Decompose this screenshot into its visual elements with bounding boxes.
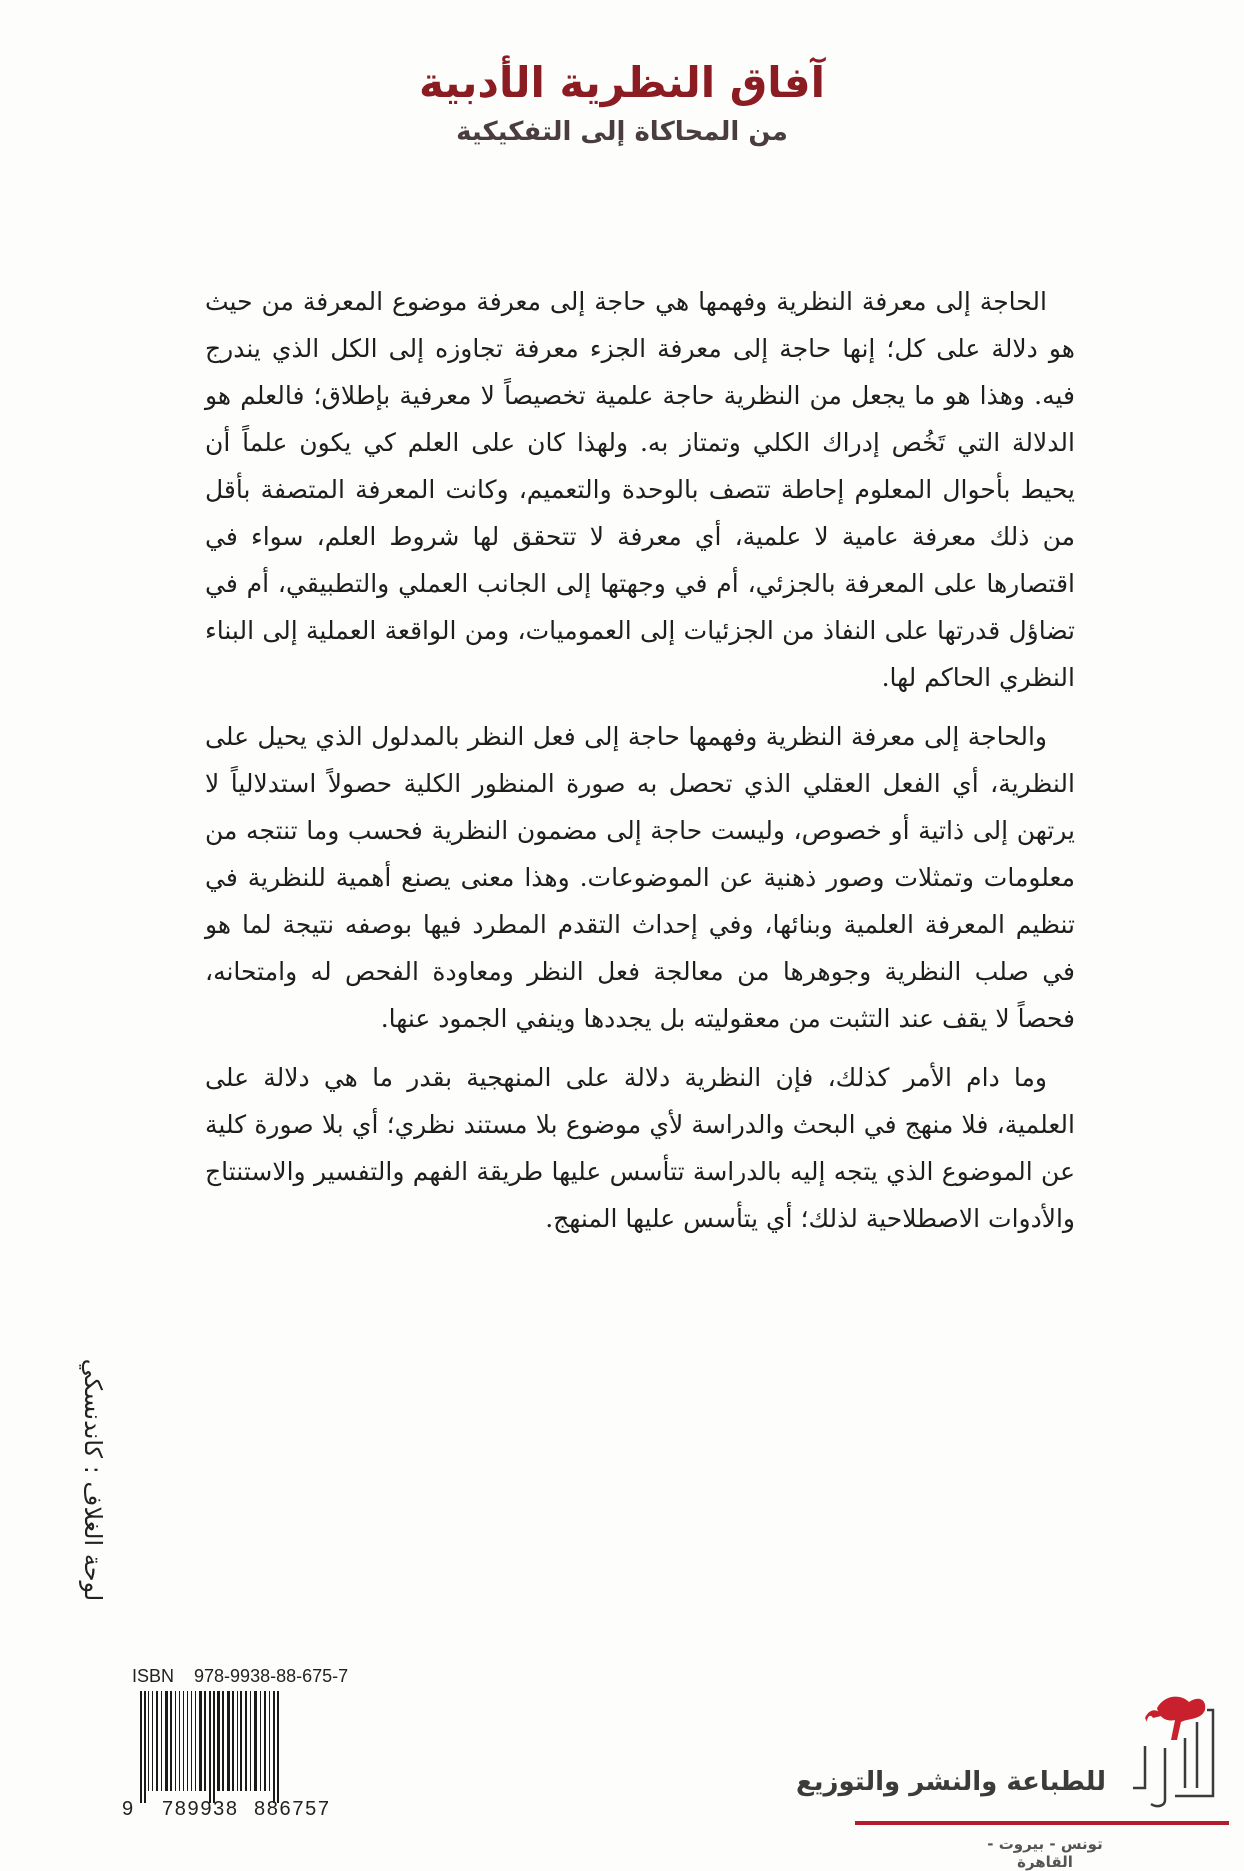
barcode-bar bbox=[222, 1691, 224, 1791]
barcode-bar bbox=[232, 1691, 234, 1791]
barcode-bar bbox=[209, 1691, 211, 1803]
barcode-bar bbox=[227, 1691, 230, 1791]
barcode-bar bbox=[170, 1691, 172, 1791]
barcode-bar bbox=[264, 1691, 266, 1791]
barcode-bar bbox=[175, 1691, 176, 1791]
barcode-bar bbox=[152, 1691, 153, 1791]
barcode-bar bbox=[250, 1691, 251, 1791]
book-subtitle: من المحاكاة إلى التفكيكية bbox=[456, 117, 788, 147]
barcode-bar bbox=[254, 1691, 257, 1791]
barcode-bar bbox=[217, 1691, 220, 1791]
blurb-paragraph: وما دام الأمر كذلك، فإن النظرية دلالة على المنهجية بقدر ما هي دلالة على العلمية، فلا منهج في البحث والدراسة لأي موضوع بلا مستند نظري؛ أي بلا صورة كلية عن الموضوع الذي يتجه إليه بالدراسة تتأسس عليها طريقة الفهم والتفسير والاستنتاج والأدوات الاصطلاحية لذلك؛ أي يتأسس عليها المنهج. bbox=[205, 1063, 1075, 1233]
publisher-cities: تونس - بيروت - القاهرة bbox=[987, 1835, 1103, 1871]
barcode-bar bbox=[156, 1691, 158, 1791]
barcode-bar bbox=[260, 1691, 261, 1791]
barcode-bar bbox=[240, 1691, 242, 1791]
barcode-bar bbox=[269, 1691, 270, 1791]
barcode-bar bbox=[199, 1691, 202, 1791]
barcode-digit-lead: 9 bbox=[122, 1798, 134, 1820]
blurb-paragraph: الحاجة إلى معرفة النظرية وفهمها هي حاجة إلى معرفة موضوع المعرفة من حيث هو دلالة على كل؛ إنها حاجة إلى معرفة الجزء معرفة تجاوزه إلى الكل الذي يندرج فيه. وهذا هو ما يجعل من النظرية حاجة علمية تخصيصاً لا معرفية بإطلاق؛ فالعلم هو الدلالة التي تَخُص إدراك الكلي وتمتاز به. ولهذا كان على العلم كي يكون علماً أن يحيط بأحوال المعلوم إحاطة تتصف بالوحدة والتعميم، وكانت المعرفة المتصفة بأقل من ذلك معرفة عامية لا علمية، أي معرفة لا تتحقق لها شروط العلم، سواء في اقتصارها على المعرفة بالجزئي، أم في وجهتها إلى الجانب العملي والتطبيقي، أم في تضاؤل قدرتها على النفاذ من الجزئيات إلى العموميات، ومن الواقعة العملية إلى البناء النظري الحاكم لها. bbox=[205, 287, 1075, 692]
barcode-bar bbox=[204, 1691, 206, 1791]
book-title: آفاق النظرية الأدبية bbox=[419, 58, 825, 107]
blurb-paragraph: والحاجة إلى معرفة النظرية وفهمها حاجة إلى فعل النظر بالمدلول الذي يحيل على النظرية، أي الفعل العقلي الذي تحصل به صورة المنظور الكلية حصولاً استدلالياً لا يرتهن إلى ذاتية أو خصوص، وليست حاجة إلى مضمون النظرية فحسب وما تنتجه من معلومات وتمثلات وصور ذهنية عن الموضوعات. وهذا معنى يصنع أهمية للنظرية في تنظيم المعرفة العلمية وبنائها، وفي إحداث التقدم المطرد فيها بوصفه نتيجة لما هو في صلب النظرية وجوهرها من معالجة فعل النظر ومعاودة الفحص له وامتحانه، فحصاً لا يقف عند التثبت من معقوليته بل يجددها وينفي الجمود عنها. bbox=[205, 722, 1075, 1033]
barcode-bar bbox=[277, 1691, 279, 1803]
publisher-divider bbox=[855, 1821, 1229, 1825]
barcode-bar bbox=[148, 1691, 149, 1791]
logo-lettering bbox=[1133, 1710, 1213, 1806]
barcode-bar bbox=[237, 1691, 238, 1791]
barcode-bar bbox=[191, 1691, 192, 1791]
barcode-icon bbox=[122, 1691, 354, 1821]
barcode-bar bbox=[140, 1691, 142, 1803]
cover-art-credit-text: لوحة الغلاف : كاندنسكي bbox=[79, 1358, 107, 1602]
barcode-bar bbox=[161, 1691, 162, 1791]
isbn-number: 978-9938-88-675-7 bbox=[194, 1666, 349, 1686]
barcode-digits-right: 886757 bbox=[254, 1798, 329, 1820]
barcode-bar bbox=[273, 1691, 275, 1803]
isbn-label: ISBN bbox=[132, 1666, 175, 1686]
publisher-logo bbox=[845, 1688, 1225, 1828]
cover-heading bbox=[0, 58, 1244, 147]
barcode-bar bbox=[195, 1691, 196, 1791]
barcode-bar bbox=[144, 1691, 146, 1803]
barcode-bar bbox=[187, 1691, 188, 1791]
barcode-digits-left: 789938 bbox=[162, 1798, 237, 1820]
barcode-bar bbox=[183, 1691, 184, 1791]
barcode-bar bbox=[165, 1691, 168, 1791]
barcode-bar bbox=[245, 1691, 247, 1791]
isbn-label-row bbox=[122, 1666, 354, 1687]
isbn-block bbox=[122, 1666, 354, 1821]
cover-art-credit bbox=[68, 1330, 118, 1630]
barcode-bar bbox=[179, 1691, 180, 1791]
publisher-name: للطباعة والنشر والتوزيع bbox=[795, 1767, 1106, 1797]
back-cover-blurb bbox=[205, 278, 1075, 1254]
barcode-bar bbox=[213, 1691, 215, 1803]
